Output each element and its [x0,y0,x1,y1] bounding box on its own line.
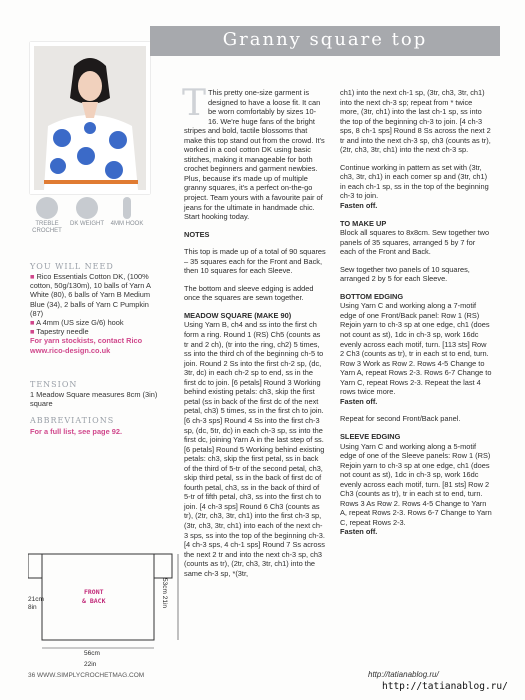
intro-paragraph [182,83,326,222]
fasten-off-2: Fasten off. [340,396,378,406]
round-continued: ch1) into the next ch-1 sp, (3tr, ch3, 3tr, ch1) into the next ch-3 sp; repeat from * twice more, (3tr, ch1) into the last ch-1 sp, ss into the top of the beginning ch-3 to join. [4 ch-3 sps, 8 ch-1 sps] Round 8 Ss across the next 2 tr and into the next ch-3 sp, ch3 (counts as tr), (2tr, ch3, 3tr, ch1) into the next ch-3 sp. [340,88,491,155]
make-up-text-2: Sew together two panels of 10 squares, arranged 2 by 5 for each Sleeve. [340,264,470,284]
front-back-label [82,588,105,606]
page-title: Granny square top [222,29,428,50]
make-up-text-1: Block all squares to 8x8cm. Sew together two panels of 35 squares, arranged 5 by 7 for each of the Front and Back. [340,228,490,257]
sleeve-edging-text: Using Yarn C and working along a 5-motif edge of one of the Sleeve panels: Row 1 (RS) Rejoin yarn to ch-3 sp at one edge, ch1 (does not count as st), 1dc in ch-3 sp, work 16dc evenly across each motif, turn. [81 sts] Row 2 Ch3 (counts as tr), tr in each st to end, turn. Rows 3 As Row 2. Rows 4-5 Change to Yarn A, repeat Rows 2-3. Rows 6-7 Change to Yarn C, repeat Rows 2-3. [340,441,492,527]
model-photo [30,42,150,194]
treble-crochet-icon [30,197,64,235]
material-item: ■ A 4mm (US size G/6) hook [30,318,124,328]
repeat-text: Repeat for second Front/Back panel. [340,414,461,424]
meadow-heading: MEADOW SQUARE (MAKE 90) [184,310,292,320]
hook-icon [110,197,144,228]
fasten-off-3: Fasten off. [340,527,378,537]
notes-heading: NOTES [184,229,210,239]
bottom-edging-heading: BOTTOM EDGING [340,291,404,301]
page-footer: 36 WWW.SIMPLYCROCHETMAG.COM [28,672,145,679]
back-label: & BACK [82,597,106,605]
watermark: http://tatianablog.ru/ [382,681,508,692]
title-banner [150,26,500,56]
you-will-need-heading: YOU WILL NEED [30,262,114,271]
drop-cap: T [182,83,207,124]
abbreviations-text: For a full list, see page 92. [30,427,123,436]
stockists-text: For yarn stockists, contact Rico www.rico-design.co.uk [30,336,143,355]
meadow-text: Using Yarn B, ch4 and ss into the first ch form a ring. Round 1 (RS) Ch5 (counts as tr and 2 ch), (tr into the ring, ch2) 5 times, ss into the third ch of the beginning ch-5 to join. Round 2 Ss into the first ch-2 sp, (dc, 3tr, dc) in each ch-2 sp to end, ss in the first dc to join. [6 petals] Round 3 Working behind existing petals: ch3, skip the first petal (ss in back of the first dc of the next petal, ch3) 5 times, ss in the first ch to join. [6 ch-3 sps] Round 4 Ss into the first ch-3 sp, (dc, 5tr, dc) in each ch-3 sp, ss into the first dc, joining Yarn A in the last step of ss. [6 petals] Round 5 Working behind existing petals: ch3, skip the first petal, ss in back of the third of 5-tr of the second petal, ch3, skip third petal, ss in the back of first dc of fourth petal, ch3, ss in the back of third of 5-tr of fifth petal, ch3, ss into the first ch to join. [4 ch-3 sps] Round 6 Ch3 (counts as tr), (2tr, ch3, 3tr, ch1) into the first ch-3 sp, (3tr, ch3, 3tr, ch1) into each of the next ch-3 sps, ss into the top of the beginning ch-3. [4 ch-3 sps, 4 ch-1 sps] Round 7 Ss across the next 2 tr and into the next ch-3 sp, ch3 (counts as tr), (2tr, ch3, 3tr, ch1) into the same ch-3 sp, *(3tr, [184,320,325,578]
material-text: Tapestry needle [36,327,89,337]
intro-text: This pretty one-size garment is designed to have a loose fit. It can be worn comfortably by sizes 10-16. We're huge fans of the bright stripes and bold, tactile blossoms that make this top stand out from the crowd. It's worked in a cool cotton DK using basic stitches, making it manageable for both crochet beginners and garment newbies. Plus, because it's made up of multiple granny squares, it's a perfect on-the-go project. Team yours with a favourite pair of jeans for the ultimate in handmade chic. Start hooking today. [184,88,325,222]
sleeve-measure [28,596,44,612]
sleeve-cm: 21cm [28,596,44,603]
height-measure [160,578,168,609]
width-cm: 56cm [84,650,100,657]
project-icons [30,197,150,247]
source-url: http://tatianablog.ru/ [368,670,439,679]
fasten-off-1: Fasten off. [340,201,378,211]
height-cm: 53cm [161,578,168,594]
dk-weight-icon [70,197,104,228]
materials-list [30,272,160,355]
front-label: FRONT [83,588,104,596]
notes-p2: The bottom and sleeve edging is added once the squares are sewn together. [184,283,314,303]
material-text: Rico Essentials Cotton DK, (100% cotton, 50g/130m), 10 balls of Yarn A White (80), 6 balls of Yarn B Medium Blue (34), 2 balls of Yarn C Pumpkin (87) [30,272,151,318]
column-right [340,88,492,545]
height-in: 21in [161,595,168,609]
icon-label: TREBLE CROCHET [32,221,62,234]
bottom-edging-text: Using Yarn C and working along a 7-motif edge of one Front/Back panel: Row 1 (RS) Rejoin yarn to ch-3 sp at one edge, ch1 (does not count as st), 1dc in ch-3 sp, work 16dc evenly across each motif, turn. [113 sts] Row 2 Ch3 (counts as tr), tr in each st to end, turn. Row 3 Work as Row 2. Rows 4-5 Change to Yarn A, repeat Rows 2-3. Rows 6-7 Change to Yarn C, repeat Rows 2-3. Repeat the last 4 rows twice more. [340,301,492,397]
tension-heading: TENSION [30,380,78,389]
material-text: A 4mm (US size G/6) hook [36,318,124,328]
width-in: 22in [84,661,97,668]
tension-text: 1 Meadow Square measures 8cm (3in) square [30,390,158,409]
material-item: ■ Rico Essentials Cotton DK, (100% cotton, 50g/130m), 10 balls of Yarn A White (80), 6 balls of Yarn B Medium Blue (34), 2 balls of Yarn C Pumpkin (87) [30,272,151,318]
garment-diagram [28,548,186,658]
make-up-heading: TO MAKE UP [340,218,387,228]
abbreviations-heading: ABBREVIATIONS [30,416,115,425]
material-item: ■ Tapestry needle [30,327,89,337]
width-measure [84,650,100,658]
continue-text: Continue working in pattern as set with (3tr, ch3, 3tr, ch1) in each corner sp and (3tr, ch1) in each ch-1 sp, ss in the top of the beginning ch-3 to join. [340,162,489,201]
icon-label: 4MM HOOK [110,221,144,227]
sleeve-edging-heading: SLEEVE EDGING [340,431,401,441]
sleeve-in: 8in [28,604,37,611]
icon-label: DK WEIGHT [70,221,104,227]
notes-p1: This top is made up of a total of 90 squares – 35 squares each for the Front and Back, then 10 squares for each Sleeve. [184,247,326,276]
model-photo-illustration [34,46,146,190]
column-middle [182,83,326,586]
